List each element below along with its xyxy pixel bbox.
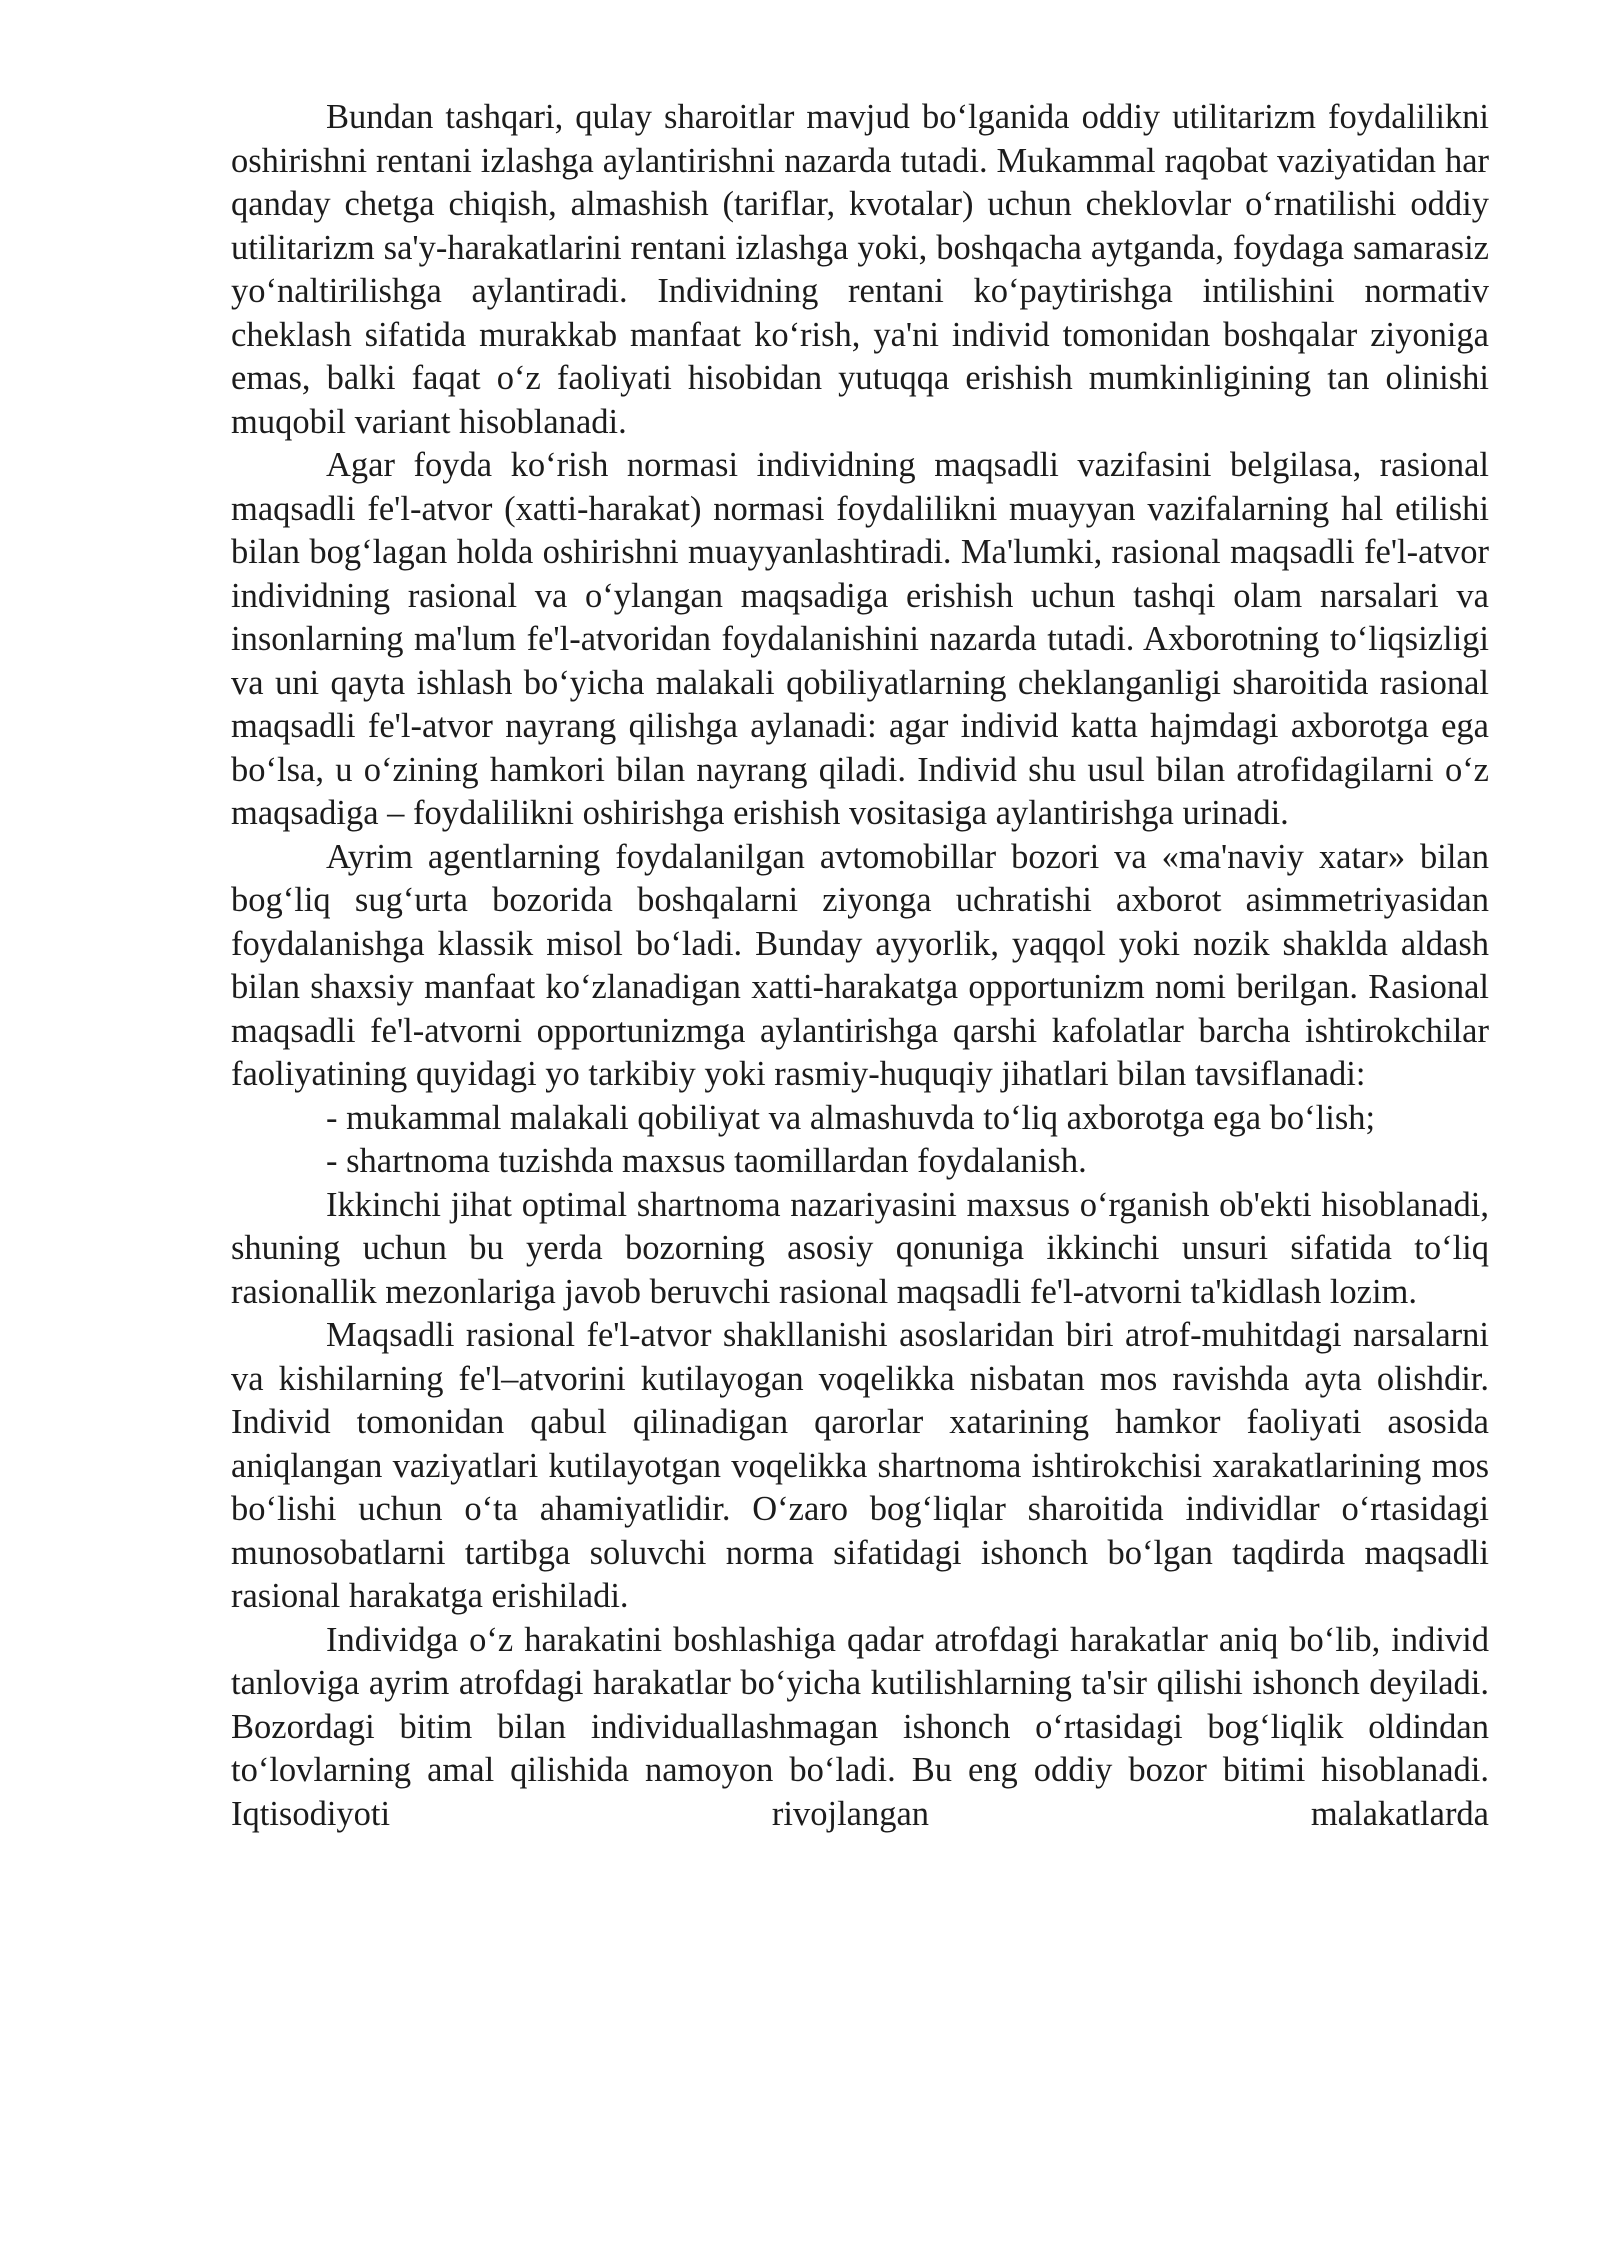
paragraph-3: Ayrim agentlarning foydalanilgan avtomobillar bozori va «ma'naviy xatar» bilan bog‘liq sug‘urta bozorida boshqalarni ziyonga uchratishi axborot asimmetriyasidan foydalanishga klassik misol bo‘ladi. Bunday ayyorlik, yaqqol yoki nozik shaklda aldash bilan shaxsiy manfaat ko‘zlanadigan xatti-harakatga opportunizm nomi berilgan. Rasional maqsadli fe'l-atvorni opportunizmga aylantirishga qarshi kafolatlar barcha ishtirokchilar faoliyatining quyidagi yo tarkibiy yoki rasmiy-huquqiy jihatlari bilan tavsiflanadi: (231, 837, 1489, 1093)
paragraph-4: Ikkinchi jihat optimal shartnoma nazariyasini maxsus o‘rganish ob'ekti hisoblanadi, shuning uchun bu yerda bozorning asosiy qonuniga ikkinchi unsuri sifatida to‘liq rasionallik mezonlariga javob beruvchi rasional maqsadli fe'l-atvorni ta'kidlash lozim. (231, 1185, 1489, 1311)
document-page (231, 96, 1489, 1836)
paragraph-5: Maqsadli rasional fe'l-atvor shakllanishi asoslaridan biri atrof-muhitdagi narsalarni va kishilarning fe'l–atvorini kutilayogan voqelikka nisbatan mos ravishda ayta olishdir. Individ tomonidan qabul qilinadigan qarorlar xatarining hamkor faoliyati asosida aniqlangan vaziyatlari kutilayotgan voqelikka shartnoma ishtirokchisi xarakatlarining mos bo‘lishi uchun o‘ta ahamiyatlidir. O‘zaro bog‘liqlar sharoitida individlar o‘rtasidagi munosobatlarni tartibga soluvchi norma sifatidagi ishonch bo‘lgan taqdirda maqsadli rasional harakatga erishiladi. (231, 1316, 1489, 1615)
paragraph-6: Individga o‘z harakatini boshlashiga qadar atrofdagi harakatlar aniq bo‘lib, individ tanloviga ayrim atrofdagi harakatlar bo‘yicha kutilishlarning ta'sir qilishi ishonch deyiladi. Bozordagi bitim bilan individuallashmagan ishonch o‘rtasidagi bog‘liqlik oldindan to‘lovlarning amal qilishida namoyon bo‘ladi. Bu eng oddiy bozor bitimi hisoblanadi. Iqtisodiyoti rivojlangan malakatlarda (231, 1620, 1489, 1833)
paragraph-2: Agar foyda ko‘rish normasi individning maqsadli vazifasini belgilasa, rasional maqsadli fe'l-atvor (xatti-harakat) normasi foydalilikni muayyan vazifalarning hal etilishi bilan bog‘lagan holda oshirishni muayyanlashtiradi. Ma'lumki, rasional maqsadli fe'l-atvor individning rasional va o‘ylangan maqsadiga erishish uchun tashqi olam narsalari va insonlarning ma'lum fe'l-atvoridan foydalanishini nazarda tutadi. Axborotning to‘liqsizligi va uni qayta ishlash bo‘yicha malakali qobiliyatlarning cheklanganligi sharoitida rasional maqsadli fe'l-atvor nayrang qilishga aylanadi: agar individ katta hajmdagi axborotga ega bo‘lsa, u o‘zining hamkori bilan nayrang qiladi. Individ shu usul bilan atrofidagilarni o‘z maqsadiga – foydalilikni oshirishga erishish vositasiga aylantirishga urinadi. (231, 446, 1489, 832)
paragraph-1: Bundan tashqari, qulay sharoitlar mavjud bo‘lganida oddiy utilitarizm foydalilikni oshirishni rentani izlashga aylantirishni nazarda tutadi. Mukammal raqobat vaziyatidan har qanday chetga chiqish, almashish (tariflar, kvotalar) uchun cheklovlar o‘rnatilishi oddiy utilitarizm sa'y-harakatlarini rentani izlashga yoki, boshqacha aytganda, foydaga samarasiz yo‘naltirilishga aylantiradi. Individning rentani ko‘paytirishga intilishini normativ cheklash sifatida murakkab manfaat ko‘rish, ya'ni individ tomonidan boshqalar ziyoniga emas, balki faqat o‘z faoliyati hisobidan yutuqqa erishish mumkinligining tan olinishi muqobil variant hisoblanadi. (231, 98, 1489, 441)
bullet-item-2: - shartnoma tuzishda maxsus taomillardan foydalanish. (326, 1142, 1087, 1180)
bullet-item-1: - mukammal malakali qobiliyat va almashuvda to‘liq axborotga ega bo‘lish; (326, 1098, 1376, 1137)
